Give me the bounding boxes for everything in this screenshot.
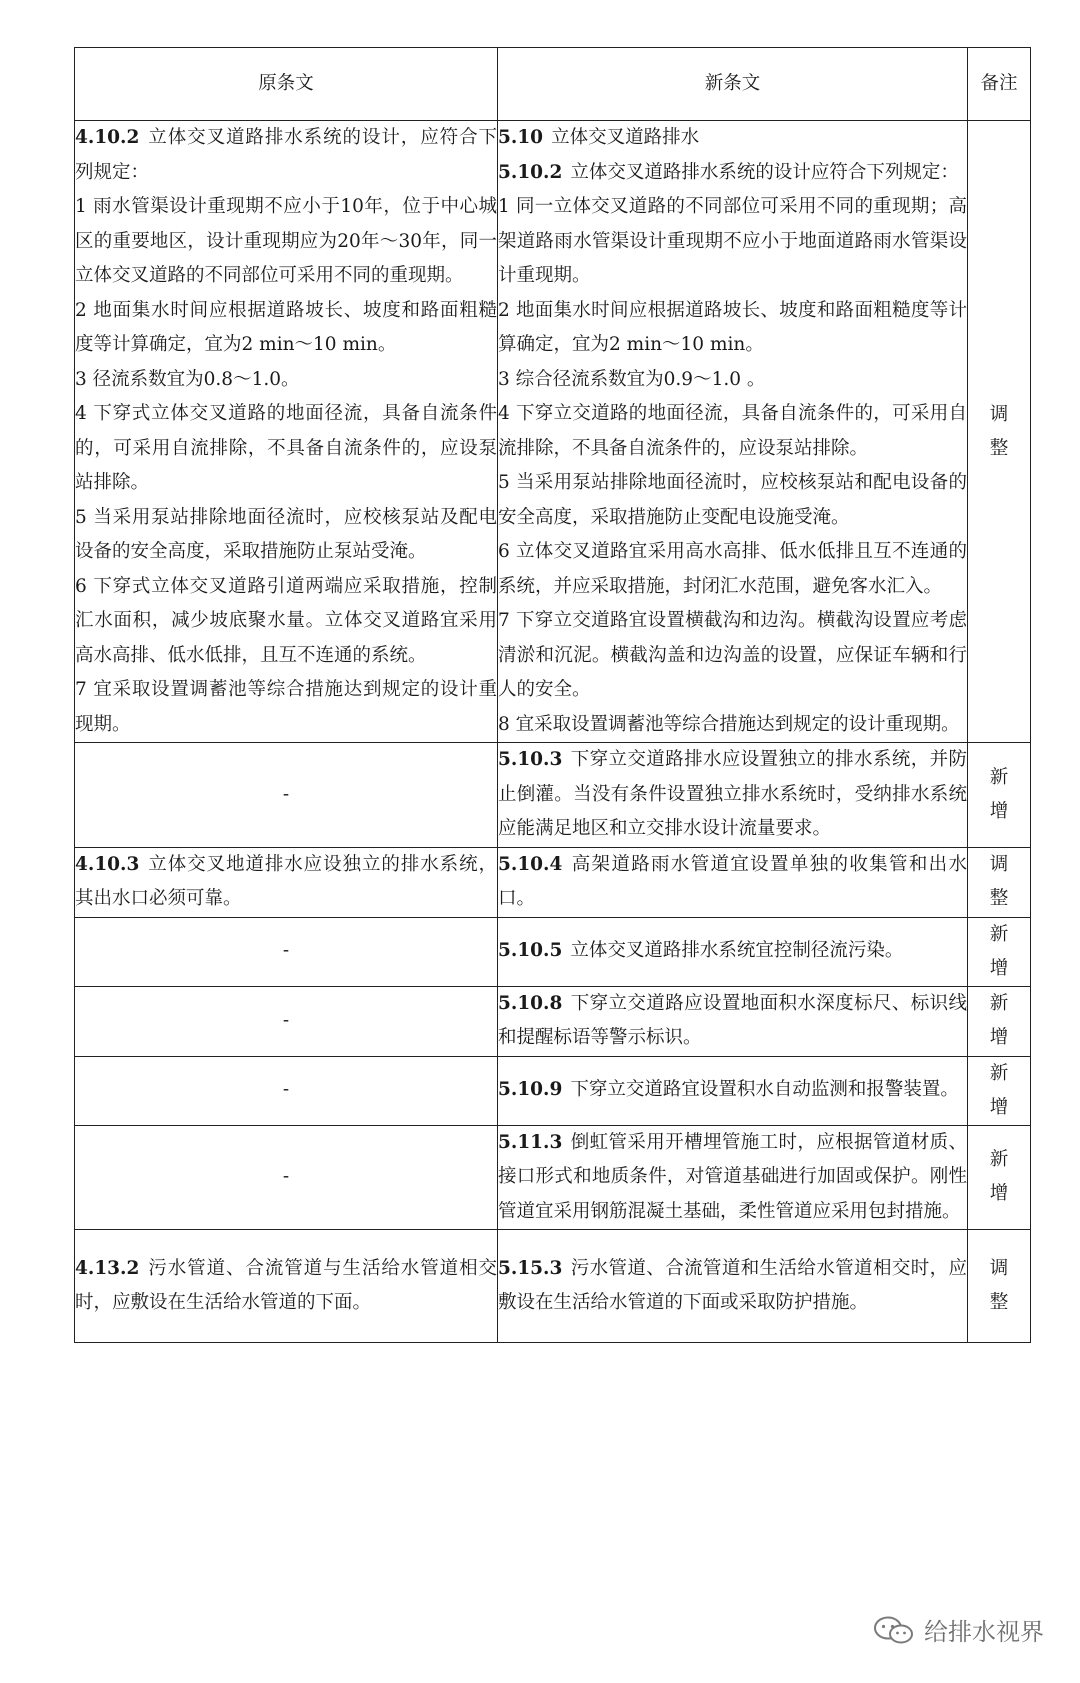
note-cell [968,743,1031,848]
watermark-text: 给排水视界 [924,1618,1044,1646]
clause-text: 污水管道、合流管道和生活给水管道相交时，应敷设在生活给水管道的下面或采取防护措施。 [498,1257,967,1313]
clause-text: 倒虹管采用开槽埋管施工时，应根据管道材质、接口形式和地质条件，对管道基础进行加固或保护。刚性管道宜采用钢筋混凝土基础，柔性管道应采用包封措施。 [498,1131,967,1222]
clause-item: 6 立体交叉道路宜采用高水高排、低水低排且互不连通的系统，并应采取措施，封闭汇水范围，避免客水汇入。 [498,541,967,597]
note-cell [968,847,1031,917]
original-clause-cell: - [75,917,498,986]
note-cell [968,1056,1031,1125]
original-clause-cell: - [75,743,498,848]
clause-text: 污水管道、合流管道与生活给水管道相交时，应敷设在生活给水管道的下面。 [75,1257,497,1313]
clause-text: 下穿立交道路宜设置积水自动监测和报警装置。 [570,1079,959,1101]
clause-item: 2 地面集水时间应根据道路坡长、坡度和路面粗糙度等计算确定，宜为2 min～10 min。 [75,299,497,355]
clause-item: 1 雨水管渠设计重现期不应小于10年，位于中心城区的重要地区，设计重现期应为20年～30年，同一立体交叉道路的不同部位可采用不同的重现期。 [75,196,497,286]
section-title: 立体交叉道路排水 [551,127,700,148]
note-char: 新 [989,1062,1009,1084]
header-original: 原条文 [75,48,498,121]
clause-item: 4 下穿式立体交叉道路的地面径流，具备自流条件的，可采用自流排除，不具备自流条件的，应设泵站排除。 [75,403,497,493]
clause-number: 4.13.2 [75,1257,140,1279]
original-clause-cell: - [75,1056,498,1125]
note-char: 调 [989,1258,1009,1279]
clause-text: 立体交叉道路排水系统宜控制径流污染。 [570,940,904,962]
note-char: 调 [989,403,1009,425]
new-clause-cell [498,121,968,743]
clause-number: 5.10.3 [498,749,563,770]
original-clause-cell [75,847,498,917]
clause-number: 5.10.5 [498,940,563,962]
note-char: 新 [989,993,1009,1014]
clause-item: 4 下穿立交道路的地面径流，具备自流条件的，可采用自流排除，不具备自流条件的，应设泵站排除。 [498,403,967,459]
clause-number: 5.10.4 [498,853,563,875]
note-char: 整 [989,1292,1009,1313]
new-clause-cell [498,743,968,848]
table-row [75,917,1031,986]
note-cell [968,986,1031,1056]
clause-number: 5.11.3 [498,1131,563,1153]
new-clause-cell [498,986,968,1056]
clause-text: 下穿立交道路应设置地面积水深度标尺、标识线和提醒标语等警示标识。 [498,992,967,1048]
section-number: 5.10 [498,127,544,148]
header-new: 新条文 [498,48,968,121]
clause-item: 7 下穿立交道路宜设置横截沟和边沟。横截沟设置应考虑清淤和沉泥。横截沟盖和边沟盖的设置，应保证车辆和行人的安全。 [498,610,967,700]
note-char: 增 [989,1096,1009,1118]
comparison-table [74,47,1031,1343]
clause-item: 1 同一立体交叉道路的不同部位可采用不同的重现期；高架道路雨水管渠设计重现期不应小于地面道路雨水管渠设计重现期。 [498,196,967,286]
wechat-chat-icon [872,1615,916,1645]
note-cell [968,917,1031,986]
clause-item: 3 径流系数宜为0.8～1.0。 [75,368,300,390]
table-row [75,121,1031,743]
clause-number: 4.10.2 [75,127,140,148]
clause-number: 5.10.9 [498,1079,563,1101]
table-row [75,1230,1031,1343]
note-char: 新 [989,766,1009,788]
clause-item: 8 宜采取设置调蓄池等综合措施达到规定的设计重现期。 [498,713,960,735]
note-char: 调 [989,854,1009,875]
note-char: 增 [989,1183,1009,1205]
new-clause-cell [498,1056,968,1125]
note-char: 整 [989,888,1009,909]
clause-number: 5.10.8 [498,992,563,1014]
table-row [75,986,1031,1056]
original-clause-cell: - [75,1125,498,1230]
new-clause-cell [498,1230,968,1343]
clause-text: 立体交叉道路排水系统的设计，应符合下列规定： [75,127,497,183]
clause-item: 7 宜采取设置调蓄池等综合措施达到规定的设计重现期。 [75,679,497,735]
clause-item: 3 综合径流系数宜为0.9～1.0 。 [498,368,766,390]
new-clause-cell [498,917,968,986]
note-char: 增 [989,1027,1009,1048]
header-row [75,48,1031,121]
original-clause-cell [75,1230,498,1343]
note-char: 新 [989,1149,1009,1171]
new-clause-cell [498,1125,968,1230]
original-clause-cell: - [75,986,498,1056]
clause-text: 立体交叉地道排水应设独立的排水系统，其出水口必须可靠。 [75,853,497,909]
note-cell [968,1230,1031,1343]
header-note: 备注 [968,48,1031,121]
clause-number: 4.10.3 [75,853,140,875]
note-char: 新 [989,923,1009,945]
clause-text: 立体交叉道路排水系统的设计应符合下列规定： [570,161,959,183]
note-char: 增 [989,957,1009,979]
clause-number: 5.10.2 [498,161,563,183]
note-cell [968,1125,1031,1230]
watermark [872,1612,1044,1647]
note-cell [968,121,1031,743]
table-row [75,847,1031,917]
clause-text: 高架道路雨水管道宜设置单独的收集管和出水口。 [498,853,967,909]
clause-item: 2 地面集水时间应根据道路坡长、坡度和路面粗糙度等计算确定，宜为2 min～10 min。 [498,299,967,355]
table-row [75,1125,1031,1230]
clause-item: 5 当采用泵站排除地面径流时，应校核泵站及配电设备的安全高度，采取措施防止泵站受淹。 [75,506,497,562]
note-char: 整 [989,437,1009,459]
clause-number: 5.15.3 [498,1257,563,1279]
clause-item: 6 下穿式立体交叉道路引道两端应采取措施，控制汇水面积，减少坡底聚水量。立体交叉道路宜采用高水高排、低水低排，且互不连通的系统。 [75,575,497,666]
note-char: 增 [989,800,1009,822]
clause-text: 下穿立交道路排水应设置独立的排水系统，并防止倒灌。当没有条件设置独立排水系统时，受纳排水系统应能满足地区和立交排水设计流量要求。 [498,749,967,839]
table-row [75,1056,1031,1125]
clause-item: 5 当采用泵站排除地面径流时，应校核泵站和配电设备的安全高度，采取措施防止变配电设施受淹。 [498,472,967,528]
table-row [75,743,1031,848]
original-clause-cell [75,121,498,743]
new-clause-cell [498,847,968,917]
